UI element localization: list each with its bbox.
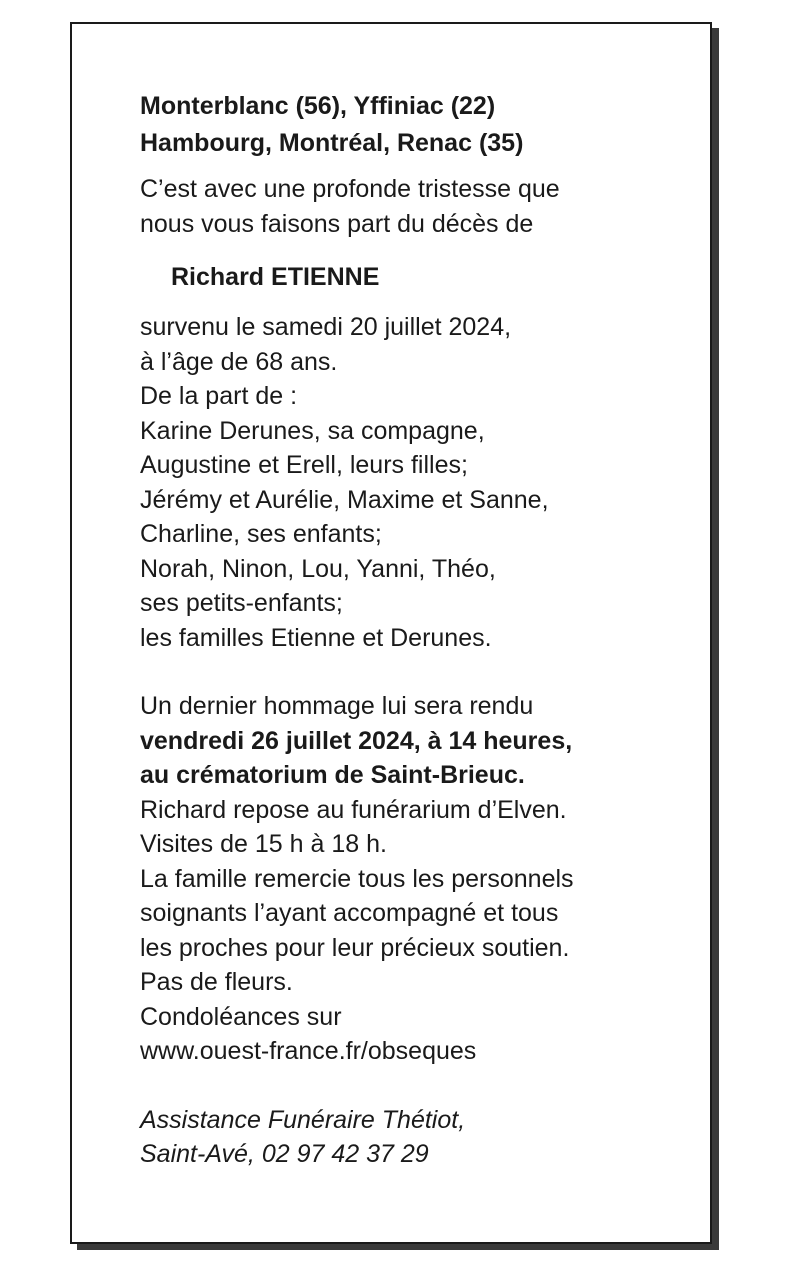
obituary-notice xyxy=(70,22,712,1244)
details-line: Norah, Ninon, Lou, Yanni, Théo, xyxy=(140,554,496,583)
condolences-url: www.ouest-france.fr/obseques xyxy=(140,1037,477,1065)
deceased-name: Richard ETIENNE xyxy=(171,263,380,291)
details-line: Jérémy et Aurélie, Maxime et Sanne, xyxy=(140,485,549,514)
ceremony-block xyxy=(140,689,690,1069)
funeral-home-contact: Saint-Avé, 02 97 42 37 29 xyxy=(140,1140,429,1168)
info-line: les proches pour leur précieux soutien. xyxy=(140,933,570,962)
info-line: Visites de 15 h à 18 h. xyxy=(140,830,387,858)
intro-line: C’est avec une profonde tristesse que xyxy=(140,175,560,203)
ceremony-intro: Un dernier hommage lui sera rendu xyxy=(140,692,534,720)
details-line: Karine Derunes, sa compagne, xyxy=(140,416,485,445)
details-line: De la part de : xyxy=(140,382,298,410)
funeral-home-name: Assistance Funéraire Thétiot, xyxy=(140,1105,466,1134)
intro-block xyxy=(140,172,690,241)
details-line: à l’âge de 68 ans. xyxy=(140,347,338,376)
details-block xyxy=(140,310,690,655)
intro-line: nous vous faisons part du décès de xyxy=(140,209,534,238)
details-line: survenu le samedi 20 juillet 2024, xyxy=(140,313,512,341)
notice-content xyxy=(140,88,690,1172)
heading-locations-line-1: Monterblanc (56), Yffiniac (22) xyxy=(140,92,496,120)
info-line: soignants l’ayant accompagné et tous xyxy=(140,899,559,927)
details-line: Augustine et Erell, leurs filles; xyxy=(140,451,468,479)
ceremony-place: au crématorium de Saint-Brieuc. xyxy=(140,761,525,789)
funeral-home-block xyxy=(140,1103,690,1172)
info-line: Richard repose au funérarium d’Elven. xyxy=(140,795,567,824)
details-line: ses petits-enfants; xyxy=(140,589,343,617)
info-line: La famille remercie tous les personnels xyxy=(140,864,574,893)
details-line: Charline, ses enfants; xyxy=(140,520,382,548)
info-line: Pas de fleurs. xyxy=(140,968,293,996)
info-line: Condoléances sur xyxy=(140,1002,342,1031)
heading-locations-line-2: Hambourg, Montréal, Renac (35) xyxy=(140,129,524,157)
details-line: les familles Etienne et Derunes. xyxy=(140,623,492,652)
ceremony-date-time: vendredi 26 juillet 2024, à 14 heures, xyxy=(140,726,573,755)
